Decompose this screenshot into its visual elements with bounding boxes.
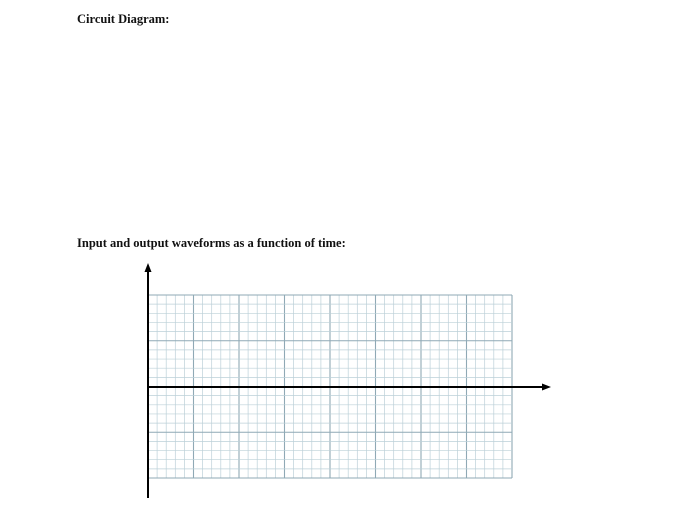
x-axis-arrowhead bbox=[542, 384, 551, 391]
circuit-diagram-heading: Circuit Diagram: bbox=[77, 12, 170, 26]
y-axis-arrowhead bbox=[145, 263, 152, 272]
waveform-heading: Input and output waveforms as a function of time: bbox=[77, 236, 346, 250]
graph-axes bbox=[145, 263, 552, 498]
